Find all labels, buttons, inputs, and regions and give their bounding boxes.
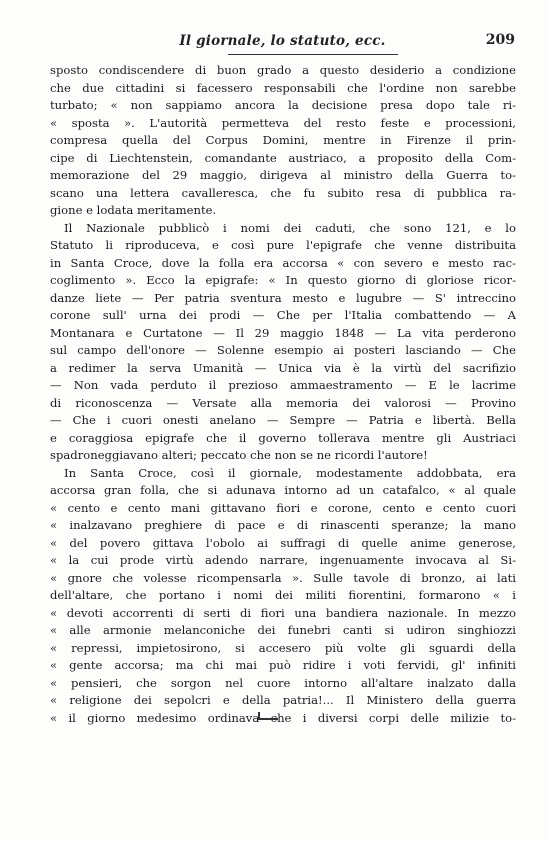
text-line: in Santa Croce, dove la folla era accorsa « con severo e mesto rac-	[50, 255, 516, 270]
text-line: turbato; « non sappiamo ancora la decisione presa dopo tale ri-	[50, 98, 516, 112]
header-rule	[228, 54, 398, 55]
page-header	[50, 30, 515, 54]
text-line: — Che i cuori onesti anelano — Sempre — Patria e libertà. Bella	[50, 413, 516, 427]
body-text	[50, 62, 516, 727]
text-line: « pensieri, che sorgon nel cuore intorno all'altare inalzato dalla	[50, 675, 516, 690]
text-line: sposto condiscendere di buon grado a questo desiderio a condizione	[50, 63, 516, 77]
text-line: corone sull' urna dei prodi — Che per l'Italia combattendo — A	[50, 308, 516, 322]
text-line: « cento e cento mani gittavano fiori e corone, cento e cento cuori	[50, 500, 516, 515]
text-line: accorsa gran folla, che si adunava intorno ad un catafalco, « al quale	[50, 483, 516, 497]
text-line: di riconoscenza — Versate alla memoria dei valorosi — Provino	[50, 395, 516, 410]
text-line: In Santa Croce, così il giornale, modestamente addobbata, era	[64, 465, 516, 480]
text-line: spadroneggiavano alteri; peccato che non se ne ricordi l'autore!	[50, 448, 428, 462]
text-line: « del povero gittava l'obolo ai suffragi di quelle anime generose,	[50, 535, 516, 550]
text-line: « gnore che volesse ricompensarla ». Sulle tavole di bronzo, ai lati	[50, 570, 516, 585]
text-line: « religione dei sepolcri e della patria!... Il Ministero della guerra	[50, 693, 516, 707]
text-line: « la cui prode virtù adendo narrare, ingenuamente invocava al Si-	[50, 553, 516, 567]
text-line: a redimer la serva Umanità — Unica via è la virtù del sacrifizio	[50, 360, 516, 375]
text-line: Il Nazionale pubblicò i nomi dei caduti, che sono 121, e lo	[64, 220, 516, 235]
running-title: Il giornale, lo statuto, ecc.	[179, 33, 386, 49]
text-line: danze liete — Per patria sventura mesto e lugubre — S' intreccino	[50, 290, 516, 305]
text-line: cipe di Liechtenstein, comandante austriaco, a proposito della Com-	[50, 150, 516, 165]
text-line: « repressi, impietosirono, si accesero più volte gli sguardi della	[50, 640, 516, 655]
text-line: che due cittadini si facessero responsabili che l'ordine non sarebbe	[50, 80, 516, 95]
text-line: scano una lettera cavalleresca, che fu subito resa di pubblica ra-	[50, 185, 516, 200]
text-line: memorazione del 29 maggio, dirigeva al ministro della Guerra to-	[50, 168, 516, 182]
text-line: « alle armonie melanconiche dei funebri canti si udiron singhiozzi	[50, 623, 516, 637]
text-line: coglimento ». Ecco la epigrafe: « In questo giorno di gloriose ricor-	[50, 273, 516, 287]
text-line: « gente accorsa; ma chi mai può ridire i voti fervidi, gl' infiniti	[50, 658, 516, 672]
text-line: gione e lodata meritamente.	[50, 203, 217, 217]
text-line: Statuto li riproduceva, e così pure l'epigrafe che venne distribuita	[50, 238, 516, 252]
text-line: « sposta ». L'autorità permetteva del resto feste e processioni,	[50, 115, 516, 130]
text-line: dell'altare, che portano i nomi dei militi fiorentini, formarono « i	[50, 588, 516, 602]
text-line: — Non vada perduto il prezioso ammaestramento — E le lacrime	[50, 378, 516, 392]
text-line: « inalzavano preghiere di pace e di rinascenti speranze; la mano	[50, 518, 516, 532]
text-line: « devoti accorrenti di serti di fiori una bandiera nazionale. In mezzo	[50, 605, 516, 620]
text-line: « il giorno medesimo ordinava che i diversi corpi delle milizie to-	[50, 710, 516, 725]
text-line: sul campo dell'onore — Solenne esempio ai posteri lasciando — Che	[50, 343, 516, 357]
page-number: 209	[485, 32, 515, 48]
printer-signature-mark	[258, 712, 278, 720]
text-line: e coraggiosa epigrafe che il governo tollerava mentre gli Austriaci	[50, 430, 516, 445]
text-line: compresa quella del Corpus Domini, mentre in Firenze il prin-	[50, 133, 516, 147]
text-line: Montanara e Curtatone — Il 29 maggio 1848 — La vita perderono	[50, 325, 516, 340]
